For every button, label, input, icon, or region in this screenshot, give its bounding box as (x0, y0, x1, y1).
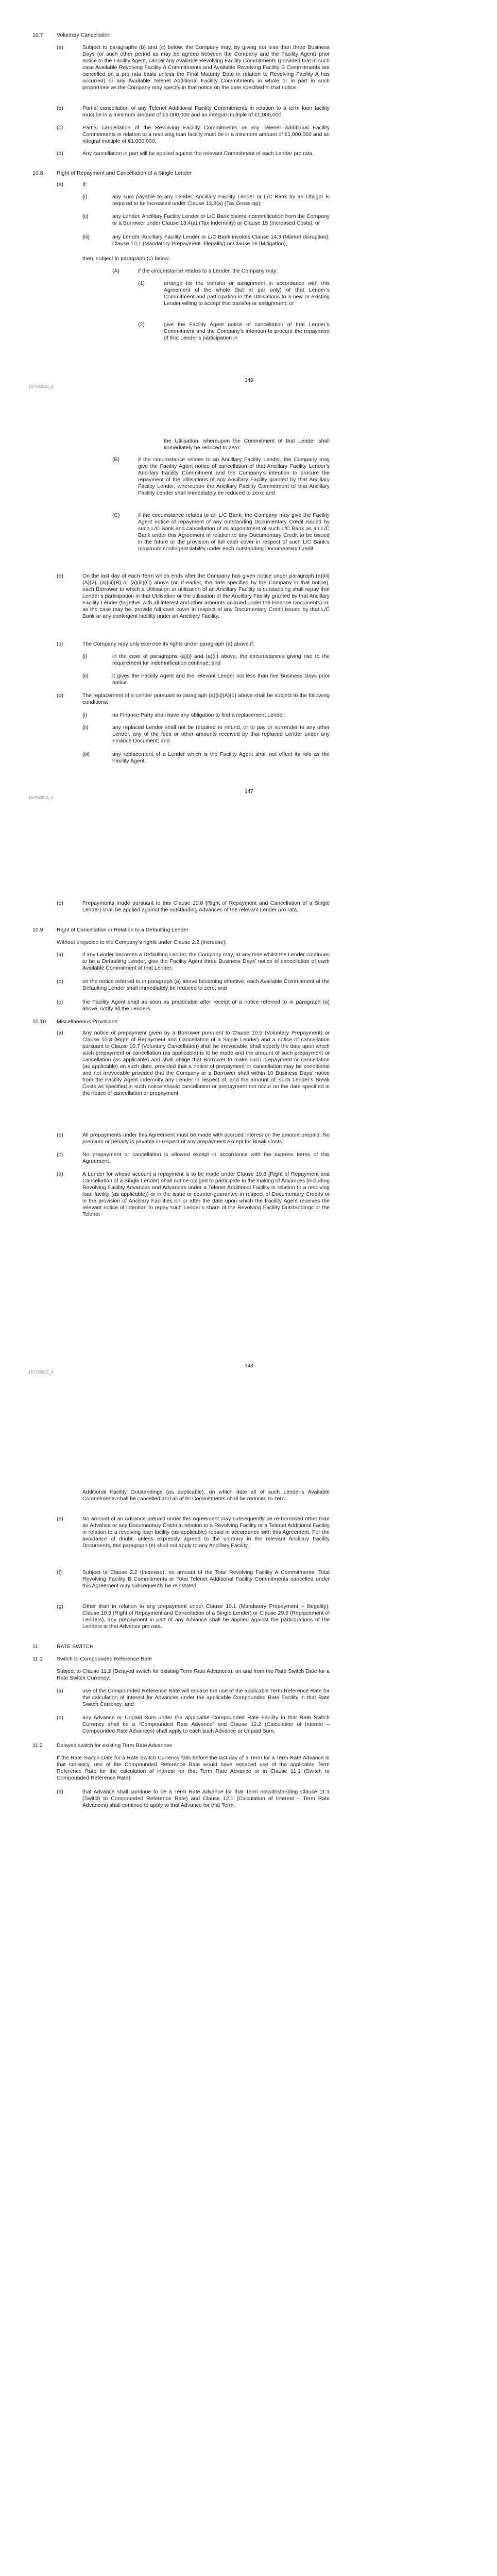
paragraph-text: Subject to Clause 2.2 (Increase), no amount of the Total Revolving Facility A Commitments, Total Revolving Facility B Commitments or Total Telenet Additional Facility Commitments cancelled under this Agreement may subsequently be reinstated. (82, 1569, 330, 1589)
paragraph-text: Subject to paragraphs (b) and (c) below, the Company may, by giving not less than three Business Days (or such other period as may be agreed between the Company and the Facility Agent) prior notice to the Facility Agent, cancel any Available Revolving Facility Commitments (provided that in such case Available Revolving Facility A Commitments and Available Revolving Facility B Commitments are cancelled on a pro rata basis unless the Final Maturity Date in relation to Revolving Facility A has occurred) or any Available Telenet Additional Facility Commitments in whole or in part in such proportions as the Company may specify in that notice on the date specified in that notice. (82, 44, 330, 91)
subparagraph-number: (iii) (82, 751, 90, 757)
subparagraph-number: (i) (82, 653, 88, 659)
clause-number: 10.9 (32, 927, 43, 933)
paragraph-number: (g) (57, 1603, 63, 1609)
paragraph-number: (b) (57, 978, 63, 985)
paragraph-text: on the notice referred to in paragraph (a) above becoming effective, each Available Commitment of the Defaulting Lender shall immediately be reduced to zero; and (82, 978, 330, 991)
paragraph-number: (c) (57, 641, 63, 647)
subparagraph-text: any Lender, Ancillary Facility Lender or L/C Bank invokes Clause 14.3 (Market disruption), Clause 10.1 (Mandatory Prepayment -Illegality) or Clause 16 (Mitigation), (112, 234, 330, 247)
paragraph-number: (b) (57, 1132, 63, 1138)
subparagraph-text: if the circumstance relates to an Ancillary Facility Lender, the Company may give the Facility Agent notice of cancellation of that Ancillary Facility Lender’s Ancillary Facility Commitment and the Company’s intention to procure the repayment of the utilisations of any Ancillary Facility granted by that Ancillary Facility Lender, whereupon the Ancillary Facility Commitment of that Ancillary Facility Lender shall immediately be reduced to zero; and (138, 456, 330, 496)
clause-number: 10.7 (32, 32, 43, 38)
document-reference: 167763821_4 (28, 1370, 54, 1375)
paragraph-text: No amount of an Advance prepaid under this Agreement may subsequently be re-borrowed other than an Advance or any Documentary Credit in relation to a Revolving Facility or a Telenet Additional Facility in relation to a revolving loan facility (as applicable) repaid in accordance with this Agreement. For the avoidance of doubt, unless expressly agreed to the contrary in the relevant Ancillary Facility Documents, this paragraph (e) shall not apply to any Ancillary Facility. (82, 1516, 330, 1549)
paragraph-number: (c) (57, 1151, 63, 1158)
paragraph-text: if any Lender becomes a Defaulting Lender, the Company may, at any time whilst the Lender continues to be a Defaulting Lender, give the Facility Agent three Business Days’ notice of cancellation of each Available Commitment of that Lender; (82, 952, 330, 971)
subparagraph-number: (C) (112, 512, 120, 518)
page-number: 148 (245, 1363, 253, 1369)
paragraph-number: (d) (57, 150, 63, 157)
subparagraph-number: (2) (138, 321, 145, 328)
subparagraph-text: any Lender, Ancillary Facility Lender or L/C Bank claims indemnification from the Company or a Borrower under Clause 13.4(a) (Tax Indemnity) or Clause 15 (Increased Costs); or (112, 213, 330, 226)
clause-number: 11.2 (32, 1742, 43, 1749)
subparagraph-number: (A) (112, 268, 119, 274)
paragraph-text: any Advance or Unpaid Sum under the applicable Compounded Rate Facility in that Rate Switch Currency shall be a “Compounded Rate Advance” and Clause 12.2 (Calculation of Interest – Compounded Rate Advances) shall apply to each such Advance or Unpaid Sum. (82, 1715, 330, 1734)
subparagraph-text: arrange for the transfer or assignment in accordance with this Agreement of the whole (but at par only) of that Lender’s Commitment and participation in the Utilisations to a new or existing Lender willing to accept that transfer or assignment; or (164, 280, 330, 307)
page (0, 842, 497, 1404)
paragraph-text: Any cancellation in part will be applied against the relevant Commitment of each Lender pro rata. (82, 150, 314, 157)
clause-title: Switch to Compounded Reference Rate (57, 1656, 152, 1662)
paragraph-text: Partial cancellation of any Telenet Additional Facility Commitments in relation to a term loan facility must be in a minimum amount of €5,000,000 and an integral multiple of €1,000,000. (82, 105, 330, 118)
document-reference: 167763821_4 (28, 795, 54, 800)
page (0, 1422, 497, 2576)
subparagraph-text: give the Facility Agent notice of cancellation of that Lender’s Commitment and the Company’s intention to procure the repayment of that Lender’s participation in (164, 321, 330, 341)
paragraph-number: (b) (57, 1715, 63, 1721)
subparagraph-text: any replacement of a Lender which is the Facility Agent shall not effect its role as the Facility Agent. (112, 751, 330, 764)
paragraph-number: (a) (57, 1688, 63, 1694)
subparagraph-number: (i) (82, 194, 88, 200)
subparagraph-number: (ii) (82, 213, 89, 219)
clause-number: 10.8 (32, 170, 43, 176)
paragraph-number: (b) (57, 105, 63, 111)
subparagraph-number: (1) (138, 280, 145, 286)
paragraph-text: No prepayment or cancellation is allowed except in accordance with the express terms of this Agreement. (82, 1151, 330, 1164)
paragraph-text: Prepayments made pursuant to this Clause 10.8 (Right of Repayment and Cancellation of a Single Lender) shall be applied against the outstanding Advances of the relevant Lender pro rata. (82, 900, 330, 913)
paragraph-text: All prepayments under this Agreement must be made with accrued interest on the amount prepaid. No premium or penalty is payable in respect of any prepayment except for Break Costs. (82, 1132, 330, 1145)
paragraph-number: (a) (57, 1030, 63, 1036)
page-number: 147 (245, 789, 253, 794)
clause-number: 11.1 (32, 1656, 43, 1662)
paragraph-text: Additional Facility Outstandings (as applicable), on which date all of such Lender’s Available Commitments shall be cancelled and all of its Commitments shall be reduced to zero. (82, 1489, 330, 1502)
paragraph-number: (c) (57, 125, 63, 131)
subparagraph-number: (i) (82, 712, 88, 718)
paragraph-text: use of the Compounded Reference Rate will replace the use of the applicable Term Reference Rate for the calculation of interest for Advances under the applicable Compounded Rate Facility in that Rate Switch Currency; and (82, 1688, 330, 1707)
paragraph-number: (b) (57, 573, 63, 579)
paragraph-text: Other than in relation to any prepayment under Clause 10.1 (Mandatory Prepayment – Illegality), Clause 10.8 (Right of Repayment and Cancellation of a Single Lender) or Clause 29.6 (Replacement of Lenders), any prepayment in part of any Advance shall be applied against the participations of the Lenders in that Advance pro rata. (82, 1603, 330, 1630)
document-reference: 167763821_4 (28, 384, 54, 389)
subparagraph-text: any sum payable to any Lender, Ancillary Facility Lender or L/C Bank by an Obligor is required to be increased under Clause 13.2(a) (Tax Gross-up); (112, 194, 330, 207)
subparagraph-text: if the circumstance relates to an L/C Bank, the Company may give the Facility Agent notice of repayment of any outstanding Documentary Credit issued by such L/C Bank and cancellation of its appointment of such L/C Bank as an L/C Bank under this Agreement in relation to any Documentary Credit to be issued in the future or the provision of full cash cover in respect of such L/C Bank’s maximum contingent liability under each outstanding Documentary Credit. (138, 512, 330, 552)
clause-title: Miscellaneous Provisions (57, 1019, 117, 1025)
subparagraph-text: the Utilisation, whereupon the Commitment of that Lender shall immediately be reduced to zero; (164, 438, 330, 451)
paragraph-text: On the last day of each Term which ends after the Company has given notice under paragraph (a)(iii)(A)(2), (a)(iii)(B) or (a)(iii)(C) above (or, if earlier, the date specified by the Company in that notice), each Borrower to which a Utilisation or utilisation of an Ancillary Facility is outstanding shall repay that Lender’s participation in that Utilisation or the utilisation of the Ancillary Facility granted by that Ancillary Facility Lender (together with all interest and other amounts accrued under the Finance Documents) or, as the case may be, provide full cash cover in respect of any Documentary Credit issued by that L/C Bank or any contingent liability under an Ancillary Facility. (82, 573, 330, 619)
clause-number: 10.10 (32, 1019, 46, 1025)
subparagraph-text: if the circumstance relates to a Lender, the Company may: (138, 268, 278, 274)
paragraph-text: Subject to Clause 11.2 (Delayed switch for existing Term Rate Advances), on and from the Rate Switch Date for a Rate Switch Currency: (57, 1668, 330, 1681)
page-number: 146 (245, 378, 253, 383)
subparagraph-text: in the case of paragraphs (a)(i) and (a)(ii) above, the circumstances giving rise to the requirement for indemnification continue; and (112, 653, 330, 666)
paragraph-number: (a) (57, 44, 63, 50)
clause-number: 11. (32, 1643, 40, 1650)
clause-title: Voluntary Cancellation (57, 32, 111, 38)
paragraph-number: (d) (57, 1171, 63, 1177)
paragraph-number: (f) (57, 1569, 62, 1575)
subparagraph-number: (ii) (82, 724, 89, 731)
paragraph-text: A Lender for whose account a repayment is to be made under Clause 10.8 (Right of Repayment and Cancellation of a Single Lender) shall not be obliged to participate in the making of Advances (including Revolving Facility Advances and Advances under a Telenet Additional Facility in relation to a revolving loan facility (as applicable)) or in the issue or counter-guarantee in respect of Documentary Credits or in the provision of Ancillary Facilities on or after the date upon which the Facility Agent receives the relevant notice of intention to repay such Lender’s share of the Revolving Facility Outstandings or the Telenet (82, 1171, 330, 1217)
paragraph-text: then, subject to paragraph (c) below: (82, 256, 170, 262)
clause-title: Right of Repayment and Cancellation of a Single Lender (57, 170, 192, 176)
paragraph-text: Partial cancellation of the Revolving Facility Commitments or any Telenet Additional Facility Commitments in relation to a revolving loan facility must be in a minimum amount of €1,000,000 and an integral multiple of €1,000,000. (82, 125, 330, 144)
subparagraph-number: (ii) (82, 673, 89, 679)
paragraph-text: If the Rate Switch Date for a Rate Switch Currency falls before the last day of a Term for a Term Rate Advance in that currency, use of the Compounded Reference Rate would have replaced use of the applicable Term Reference Rate for the calculation of interest for that Term Rate Advance or in Clause 11.1 (Switch to Compounded Reference Rate): (57, 1755, 330, 1781)
paragraph-number: (c) (57, 999, 63, 1005)
subparagraph-number: (B) (112, 456, 119, 463)
clause-title: Delayed switch for existing Term Rate Advances (57, 1742, 172, 1749)
page (0, 392, 497, 824)
subparagraph-text: no Finance Party shall have any obligation to find a replacement Lender; (112, 712, 286, 718)
paragraph-number: (a) (57, 952, 63, 958)
paragraph-text: Any notice of prepayment given by a Borrower pursuant to Clause 10.5 (Voluntary Prepayment) or Clause 10.8 (Right of Repayment and Cancellation of a Single Lender) and a notice of cancellation pursuant to Clause 10.7 (Voluntary Cancellation) shall be irrevocable, shall specify the date upon which such prepayment or cancellation (as applicable) is to be made and the amount of such prepayment or cancellation (as applicable) and shall oblige that Borrower to make such prepayment or cancellation (as applicable) on such date, provided that a notice of prepayment or cancellation may be conditional and not irrevocable provided that the Company or a Borrower shall within 10 Business Days’ notice from the Facility Agent indemnify any Lender in respect of, and the amount of, such Lender’s Break Costs as specified in such notice should cancellation or prepayment not occur on the date specified in the notice of cancellation or prepayment. (82, 1030, 330, 1096)
paragraph-number: (a) (57, 181, 63, 188)
paragraph-text: The Company may only exercise its rights under paragraph (a) above if: (82, 641, 254, 647)
paragraph-text: the Facility Agent shall as soon as practicable after receipt of a notice referred to in paragraph (a) above, notify all the Lenders. (82, 999, 330, 1012)
paragraph-text: If: (82, 181, 87, 188)
subparagraph-text: it gives the Facility Agent and the relevant Lender not less than five Business Days prior notice. (112, 673, 330, 686)
paragraph-number: (e) (57, 900, 63, 906)
clause-title: Right of Cancellation in Relation to a Defaulting Lender (57, 927, 188, 933)
paragraph-text: that Advance shall continue to be a Term Rate Advance for that Term notwithstanding Clause 11.1 (Switch to Compounded Reference Rate) and Clause 12.1 (Calculation of Interest – Term Rate Advances) shall continue to apply to that Advance for that Term; (82, 1789, 330, 1808)
subparagraph-text: any replaced Lender shall not be required to refund, or to pay or surrender to any other Lender, any of the fees or other amounts received by that replaced Lender under any Finance Document; and (112, 724, 330, 744)
paragraph-number: (d) (57, 692, 63, 699)
clause-title: RATE SWITCH (57, 1643, 94, 1650)
paragraph-text: The replacement of a Lender pursuant to paragraph (a)(iii)(A)(1) above shall be subject to the following conditions: (82, 692, 330, 705)
paragraph-text: Without prejudice to the Company’s rights under Clause 2.2 (Increase): (57, 939, 227, 945)
paragraph-number: (a) (57, 1789, 63, 1795)
paragraph-number: (e) (57, 1516, 63, 1522)
subparagraph-number: (iii) (82, 234, 90, 240)
